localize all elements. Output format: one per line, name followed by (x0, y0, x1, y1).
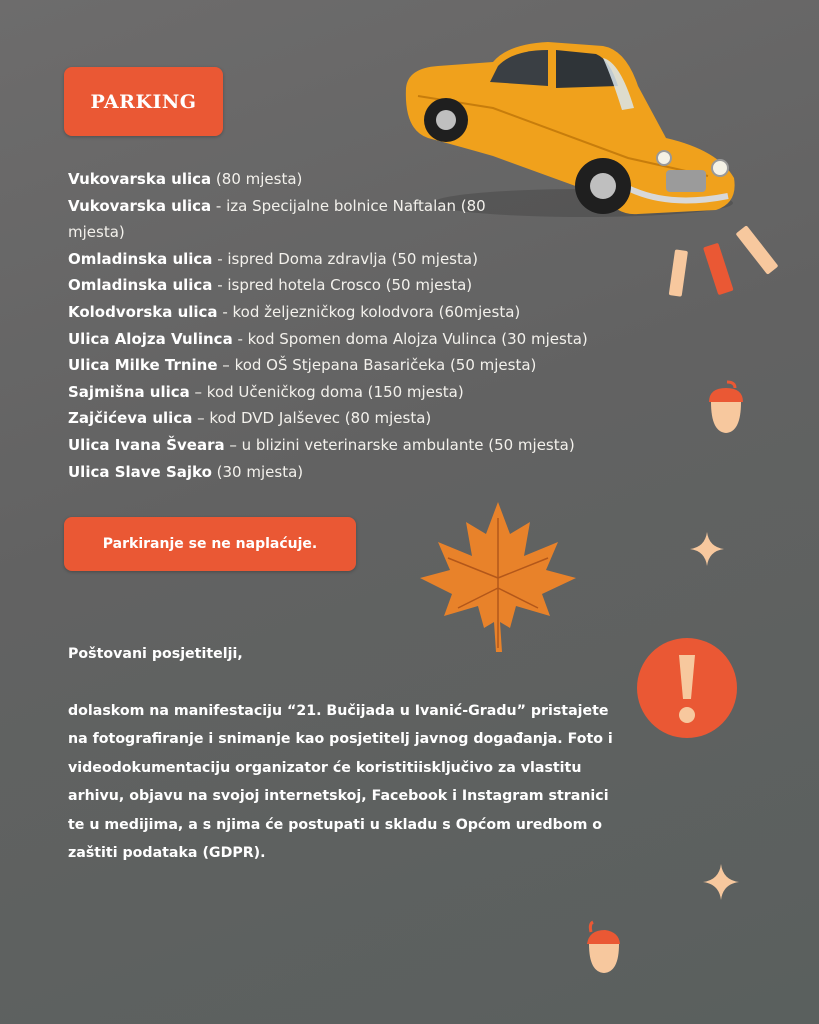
parking-title-badge (64, 67, 223, 136)
list-item: Vukovarska ulica (80 mjesta) (68, 170, 303, 188)
list-item: Sajmišna ulica – kod Učeničkog doma (150 mjesta) (68, 382, 464, 401)
list-item: Ulica Milke Trnine – kod OŠ Stjepana Basaričeka (50 mjesta) (68, 356, 537, 375)
list-item: Ulica Slave Sajko (30 mjesta) (68, 462, 304, 481)
list-item: Omladinska ulica - ispred Doma zdravlja (50 mjesta) (68, 249, 478, 268)
list-item: Ulica Alojza Vulinca - kod Spomen doma Alojza Vulinca (30 mjesta) (68, 329, 588, 348)
sparkle-icon (688, 530, 726, 568)
exclamation-icon (636, 637, 738, 739)
list-item: Vukovarska ulica - iza Specijalne bolnice Naftalan (80 mjesta) (68, 196, 486, 242)
sparkle-icon (701, 862, 741, 902)
list-item: Kolodvorska ulica - kod željezničkog kolodvora (60mjesta) (68, 302, 521, 321)
maple-leaf-icon (418, 498, 578, 654)
acorn-icon (583, 920, 625, 976)
list-item: Omladinska ulica - ispred hotela Crosco (50 mjesta) (68, 276, 473, 295)
parking-list (68, 166, 688, 485)
acorn-icon (705, 380, 747, 436)
visitor-notice (68, 640, 628, 868)
list-item: Zajčićeva ulica – kod DVD Jalševec (80 mjesta) (68, 409, 432, 428)
notice-body: dolaskom na manifestaciju “21. Bučijada u Ivanić-Gradu” pristajete na fotografiranje i snimanje kao posjetitelj javnog događanja. Foto i videodokumentaciju organizator će koristitiisključivo za vlastitu arhivu, objavu na svojoj internetskoj, Facebook i Instagram stranici te u medijima, a s njima će postupati u skladu s Općom uredbom o zaštiti podataka (GDPR). (68, 702, 613, 861)
free-parking-badge (64, 517, 356, 571)
parking-title: PARKING (90, 90, 197, 113)
list-item: Ulica Ivana Šveara – u blizini veterinarske ambulante (50 mjesta) (68, 435, 575, 454)
notice-greeting: Poštovani posjetitelji, (68, 646, 243, 662)
free-parking-text: Parkiranje se ne naplaćuje. (102, 536, 318, 552)
